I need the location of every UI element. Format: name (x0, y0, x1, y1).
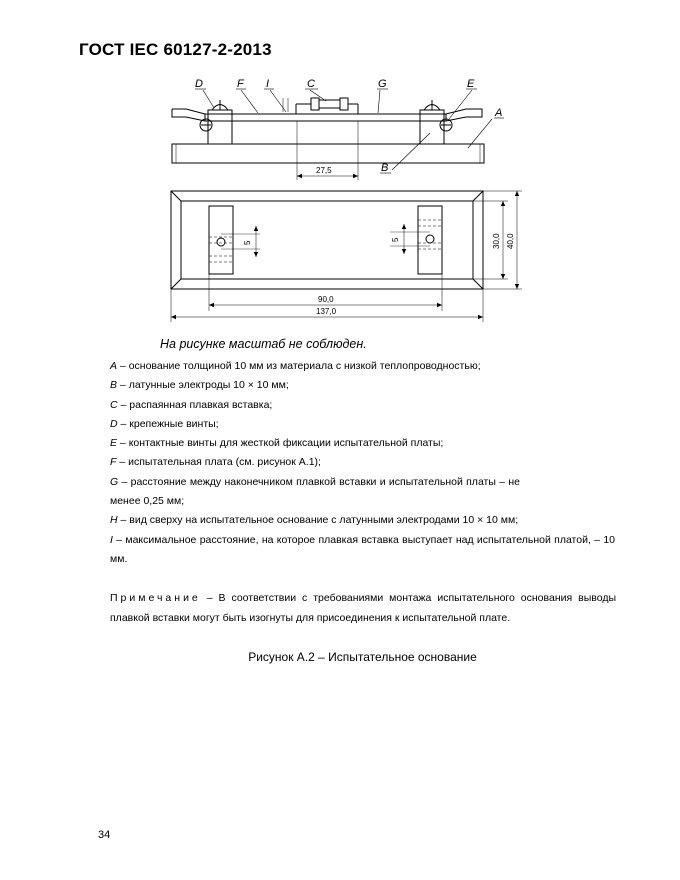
figure-legend (110, 357, 615, 569)
dimension-offset-left: 5 (243, 240, 252, 245)
dimension-offset-right: 5 (391, 237, 400, 242)
fuse-side (296, 98, 358, 114)
screw-right (424, 100, 452, 131)
legend-item: F – испытательная плата (см. рисунок А.1); (110, 456, 321, 469)
note-paragraph (79, 589, 616, 628)
legend-item: B – латунные электроды 10 × 10 мм; (110, 379, 289, 392)
top-view (171, 191, 522, 322)
legend-item: D – крепежные винты; (110, 417, 219, 430)
legend-item: E – контактные винты для жесткой фиксации испытательной платы; (110, 437, 444, 450)
callout-a: A (495, 107, 503, 119)
page-number: 34 (98, 829, 111, 841)
dimension-gap: 27,5 (316, 166, 332, 175)
legend-item: G – расстояние между наконечником плавкой вставки и испытательной платы – не менее 0,25 мм; (110, 475, 520, 508)
legend-item: H – вид сверху на испытательное основание с латунными электродами 10 × 10 мм; (110, 514, 519, 527)
screw-left (200, 100, 228, 131)
dimension-base-length: 137,0 (316, 307, 337, 316)
electrode-left-top (209, 206, 233, 274)
callout-g: G (378, 78, 387, 90)
legend-item: C – распаянная плавкая вставка; (110, 398, 273, 411)
side-view (172, 89, 504, 180)
legend-item: A – основание толщиной 10 мм из материала с низкой теплопроводностью; (110, 360, 481, 372)
callout-f: F (237, 78, 244, 90)
electrode-right-top (418, 206, 442, 274)
callout-i: I (266, 78, 270, 90)
note-label: Примечание (110, 592, 201, 604)
document-header: ГОСТ IEC 60127-2-2013 (79, 40, 272, 59)
dimension-electrode-span: 90,0 (318, 295, 334, 304)
base-side (172, 144, 484, 163)
callout-b: B (381, 162, 389, 174)
scale-note: На рисунке масштаб не соблюден. (160, 337, 367, 351)
callout-e: E (467, 78, 475, 90)
callout-d: D (195, 78, 203, 90)
dimension-outer-width: 40,0 (506, 233, 515, 249)
test-base-drawing (0, 0, 680, 330)
figure-caption: Рисунок А.2 – Испытательное основание (248, 650, 477, 664)
test-board-side (172, 109, 482, 121)
legend-item: I – максимальное расстояние, на которое плавкая вставка выступает над испытательной платой, – 10 мм. (110, 533, 615, 565)
callout-c: C (307, 78, 315, 90)
note-text: – В соответствии с требованиями монтажа испытательного основания выводы плавкой вставки могут быть изогнуты для присоединения к испытательной плате. (110, 592, 616, 624)
dimension-inner-width: 30,0 (492, 233, 501, 249)
